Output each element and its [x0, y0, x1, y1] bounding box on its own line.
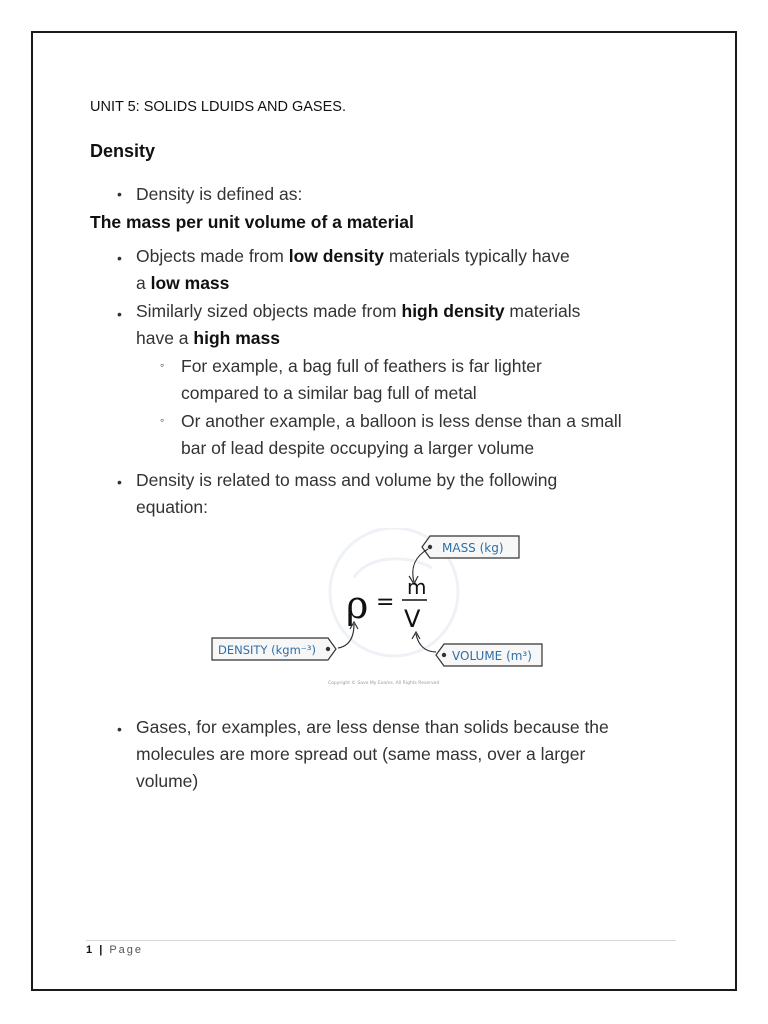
bullet-text-2-line-2	[136, 271, 229, 295]
density-tag-hole	[326, 647, 330, 651]
bullet-dot: •	[117, 474, 122, 490]
bullet-text-5-line-2: molecules are more spread out (same mass, over a larger	[136, 744, 586, 764]
volume-tag-hole	[442, 653, 446, 657]
sub-bullet-circle: ◦	[160, 358, 165, 372]
footer-divider	[86, 940, 676, 941]
section-heading: Density	[90, 141, 156, 161]
bold-run: high mass	[193, 328, 280, 348]
density-tag	[212, 622, 358, 660]
text-run: Objects made from	[136, 246, 289, 266]
bullet-dot: •	[117, 721, 122, 737]
density-equation-diagram	[196, 528, 556, 688]
bullet-text-5-line-3: volume)	[136, 771, 199, 791]
page-number: 1	[86, 944, 93, 956]
text-run: Similarly sized objects made from	[136, 301, 402, 321]
density-definition: The mass per unit volume of a material	[90, 212, 414, 232]
unit-title: UNIT 5: SOLIDS LDUIDS AND GASES.	[90, 99, 346, 115]
footer-separator: |	[99, 944, 103, 956]
bullet-text-1: Density is defined as:	[136, 184, 303, 204]
page-word: Page	[109, 944, 144, 956]
copyright-notice: Copyright © Save My Exams. All Rights Reserved	[328, 681, 440, 686]
density-label: DENSITY (kgm⁻³)	[218, 643, 316, 657]
sub-bullet-text-2-line-2: bar of lead despite occupying a larger volume	[181, 438, 535, 458]
text-run: materials typically have	[384, 246, 570, 266]
bullet-text-2-line-1	[136, 244, 570, 268]
sub-bullet-text-1-line-1: For example, a bag full of feathers is far lighter	[181, 356, 542, 376]
volume-label: VOLUME (m³)	[452, 649, 532, 663]
page-footer	[86, 944, 143, 956]
bullet-text-3-line-2	[136, 326, 280, 350]
sub-bullet-text-1-line-2: compared to a similar bag full of metal	[181, 383, 477, 403]
bullet-text-4-line-2: equation:	[136, 497, 209, 517]
denominator-v: V	[404, 605, 421, 633]
bullet-dot: •	[117, 186, 122, 202]
text-run: have a	[136, 328, 194, 348]
equals-sign: =	[376, 590, 395, 615]
numerator-m: m	[407, 575, 427, 599]
bold-run: low mass	[150, 273, 230, 293]
sub-bullet-circle: ◦	[160, 413, 165, 427]
mass-label: MASS (kg)	[442, 541, 504, 555]
bullet-text-5-line-1: Gases, for examples, are less dense than solids because the	[136, 717, 609, 737]
volume-tag	[412, 632, 542, 666]
bold-run: low density	[288, 246, 384, 266]
bullet-dot: •	[117, 306, 122, 322]
rho-symbol: ρ	[346, 583, 369, 627]
bullet-text-3-line-1	[136, 299, 580, 323]
bullet-text-4-line-1: Density is related to mass and volume by the following	[136, 470, 558, 490]
bullet-dot: •	[117, 250, 122, 266]
mass-tag-hole	[428, 545, 432, 549]
text-run: materials	[504, 301, 581, 321]
bold-run: high density	[401, 301, 505, 321]
sub-bullet-text-2-line-1: Or another example, a balloon is less dense than a small	[181, 411, 622, 431]
text-run: a	[136, 273, 151, 293]
